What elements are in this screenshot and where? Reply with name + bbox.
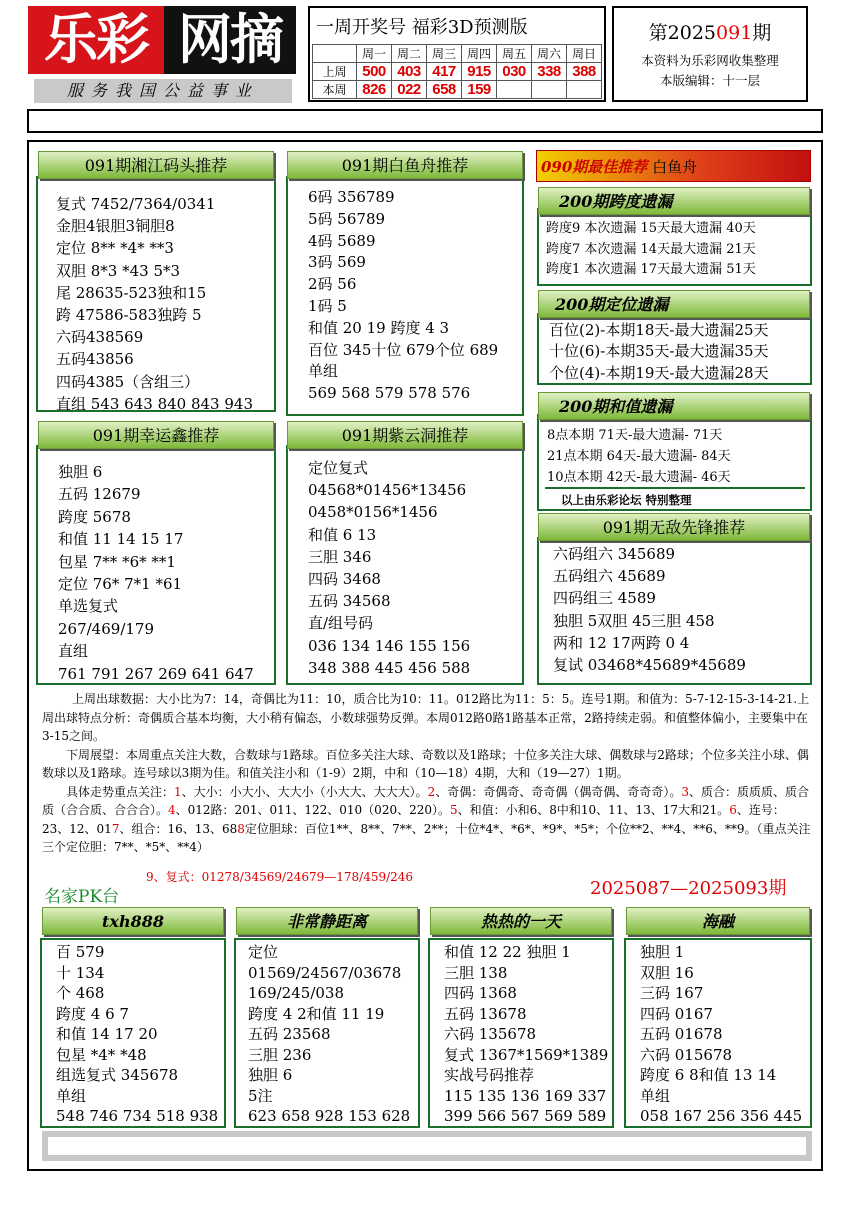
pk-line: 百 579	[56, 943, 105, 961]
pk-col-1-title: txh888	[42, 907, 224, 935]
draw-number: 417	[427, 63, 462, 81]
pick-line: 和值 20 19 跨度 4 3	[308, 318, 450, 337]
pick-line: 五码 12679	[58, 485, 141, 504]
pick-line: 五码组六 45689	[553, 567, 666, 586]
pk-col-2	[234, 938, 420, 1128]
pick-line: 04568*01456*13456	[308, 481, 467, 500]
xingyun-box	[36, 445, 276, 685]
pk-line: 跨度 6 8和值 13 14	[640, 1066, 777, 1084]
xingyun-title: 091期幸运鑫推荐	[38, 421, 274, 449]
pk-line: 058 167 256 356 445	[640, 1107, 803, 1125]
pk-line: 个 468	[56, 984, 105, 1002]
dingwei-miss-box	[537, 313, 812, 385]
pick-line: 包星 7** *6* **1	[58, 552, 176, 571]
row-label: 上周	[313, 63, 357, 81]
pk-line: 五码 01678	[640, 1025, 723, 1043]
slogan: 服务我国公益事业	[34, 79, 292, 103]
miss-line: 个位(4)-本期19天-最大遗漏28天	[549, 363, 769, 382]
pick-line: 六码438569	[56, 328, 144, 347]
focus-num: 6	[729, 803, 737, 817]
pick-line: 6码 356789	[308, 188, 395, 206]
pick-line: 独胆 5双胆 45三胆 458	[553, 611, 715, 630]
pick-line: 5码 56789	[308, 209, 386, 228]
draw-number	[567, 81, 602, 99]
pk-line: 五码 23568	[248, 1025, 331, 1043]
pick-line: 单组	[308, 362, 339, 381]
day-header: 周二	[392, 45, 427, 63]
pk-line: 5注	[248, 1086, 273, 1105]
empty-banner	[27, 109, 823, 133]
kuadu-miss-box	[537, 208, 812, 286]
pick-line: 直组 543 643 840 843 943	[56, 394, 253, 413]
best-pick-label: 090期最佳推荐	[541, 158, 648, 176]
draw-number: 159	[462, 81, 497, 99]
hezhi-miss-title: 200期和值遗漏	[538, 392, 810, 420]
focus-num: 4	[168, 803, 176, 817]
pk-line: 复式 1367*1569*1389	[444, 1045, 609, 1064]
pk-col-1	[40, 938, 226, 1128]
draw-number: 030	[497, 63, 532, 81]
focus-text: 、大小：小大小、大大小（小大大、大大大）。	[181, 784, 428, 799]
analysis-outlook: 下周展望：本周重点关注大数，合数球与1路球。百位多关注大球、奇数以及1路球；十位多关注大球、偶数球与2路球；个位多关注小球、偶数球以及1路球。连号球以3期为佳。和值关注小和（1-9）2期，中和（10—18）4期，大和（19—27）1期。	[42, 747, 809, 780]
pk-line: 三胆 236	[248, 1045, 312, 1064]
day-header: 周日	[567, 45, 602, 63]
draw-number: 388	[567, 63, 602, 81]
edition-title: 一周开奖号 福彩3D预测版	[316, 17, 528, 38]
wudi-box	[537, 537, 812, 685]
kuadu-miss-title: 200期跨度遗漏	[538, 187, 810, 215]
pk-line: 四码 1368	[444, 984, 517, 1002]
pick-line: 直/组号码	[308, 614, 374, 633]
pk-line: 115 135 136 169 337	[444, 1086, 607, 1105]
pk-line: 包星 *4* *48	[56, 1045, 147, 1064]
pick-line: 761 791 267 269 641 647	[58, 664, 254, 683]
focus-text: 、奇偶：奇偶奇、奇奇偶（偶奇偶、奇奇奇）。	[435, 784, 682, 799]
xiangjiang-title: 091期湘江码头推荐	[38, 151, 274, 179]
focus-text: 、连号：23、12、01	[42, 803, 785, 836]
draw-number: 658	[427, 81, 462, 99]
pick-line: 直组	[58, 642, 89, 661]
pk-line: 独胆 1	[640, 943, 685, 961]
pk-line: 双胆 16	[640, 963, 694, 982]
draw-number: 500	[357, 63, 392, 81]
pk-col-2-title: 非常静距离	[236, 907, 418, 935]
focus-num: 1	[174, 784, 182, 799]
logo-part-1: 乐彩	[28, 6, 164, 74]
draw-number: 915	[462, 63, 497, 81]
focus-text: 、和值：小和6、8中和10、11、13、17大和21。	[457, 803, 730, 817]
day-header: 周四	[462, 45, 497, 63]
draw-number: 022	[392, 81, 427, 99]
pick-line: 五码43856	[56, 350, 134, 369]
miss-line: 百位(2)-本期18天-最大遗漏25天	[549, 321, 769, 339]
pk-range: 2025087—2025093期	[590, 878, 787, 899]
pick-line: 两和 12 17两跨 0 4	[553, 633, 690, 652]
focus-num: 2	[427, 784, 436, 799]
draw-number	[532, 81, 567, 99]
pk-line: 623 658 928 153 628	[248, 1107, 411, 1125]
pick-line: 267/469/179	[58, 619, 154, 638]
pk-line: 单组	[56, 1086, 87, 1105]
pick-line: 跨 47586-583独跨 5	[56, 306, 202, 325]
pk-line: 五码 13678	[444, 1004, 527, 1023]
pick-line: 036 134 146 155 156	[308, 636, 471, 655]
miss-line: 10点本期 42天-最大遗漏- 46天	[547, 470, 731, 485]
analysis-last-week: 上周出球数据：大小比为7：14，奇偶比为11：10，质合比为10：11。012路比为11：5：5。连号1期。和值为：5-7-12-15-3-14-21.上周出球特点分析：奇偶质合基本均衡，大小稍有偏态，小数球强势反弹。本周012路0路1路基本正常，2路持续走弱。和值整体偏小，主要集中在3-15之间。	[42, 692, 810, 743]
pick-line: 3码 569	[308, 253, 366, 272]
pick-line: 双胆 8*3 *43 5*3	[56, 261, 181, 280]
pk-line: 三码 167	[640, 984, 704, 1002]
focus-intro: 具体走势重点关注：	[66, 784, 175, 799]
pick-line: 金胆4银胆3铜胆8	[56, 217, 175, 236]
ziyun-title: 091期紫云洞推荐	[287, 421, 523, 449]
focus-num: 5	[450, 803, 458, 817]
draw-number	[497, 81, 532, 99]
focus-text: 、012路：201、011、122、010（020、220）。	[175, 803, 450, 817]
pk-line: 548 746 734 518 938	[56, 1107, 219, 1125]
pick-line: 尾 28635-523独和15	[56, 283, 207, 302]
site-logo	[28, 6, 296, 80]
pick-line: 和值 6 13	[308, 525, 377, 544]
pk-col-3-title: 热热的一天	[430, 907, 612, 935]
miss-line: 8点本期 71天-最大遗漏- 71天	[547, 428, 723, 443]
credit-note: 以上由乐彩论坛 特别整理	[561, 493, 692, 507]
pk-col-4	[624, 938, 812, 1128]
pk-line: 169/245/038	[248, 984, 344, 1002]
pick-line: 4码 5689	[308, 231, 376, 250]
pick-line: 和值 11 14 15 17	[58, 530, 184, 549]
hezhi-miss-box	[537, 414, 812, 511]
pk-line: 01569/24567/03678	[248, 963, 402, 982]
miss-line: 跨度7 本次遗漏 14天最大遗漏 21天	[546, 241, 756, 257]
pk-line: 组选复式 345678	[56, 1066, 179, 1084]
fushi-note: 9、复式：01278/34569/24679—178/459/246	[146, 870, 414, 884]
pick-line: 六码组六 345689	[553, 545, 676, 563]
miss-line: 十位(6)-本期35天-最大遗漏35天	[549, 342, 769, 361]
pick-line: 1码 5	[308, 296, 347, 315]
pick-line: 复式 7452/7364/0341	[56, 195, 216, 213]
pick-line: 定位复式	[308, 459, 369, 477]
draw-number: 403	[392, 63, 427, 81]
pk-line: 跨度 4 6 7	[56, 1004, 129, 1023]
pk-line: 跨度 4 2和值 11 19	[248, 1004, 385, 1023]
focus-text: 、组合：16、13、68	[119, 821, 238, 836]
issue-prefix: 第2025	[648, 22, 717, 44]
pk-line: 六码 015678	[640, 1045, 733, 1064]
pick-line: 跨度 5678	[58, 507, 131, 526]
pick-line: 复试 03468*45689*45689	[553, 656, 746, 675]
focus-num: 8	[237, 821, 245, 836]
logo-part-2: 网摘	[164, 6, 296, 74]
pick-line: 四码4385（含组三）	[56, 372, 200, 391]
row-label: 本周	[313, 81, 357, 99]
pick-line: 三胆 346	[308, 547, 372, 566]
pick-line: 四码 3468	[308, 570, 381, 589]
pick-line: 独胆 6	[58, 463, 103, 481]
miss-line: 21点本期 64天-最大遗漏- 84天	[547, 449, 731, 464]
pick-line: 定位 76* 7*1 *61	[58, 575, 183, 594]
pick-line: 2码 56	[308, 275, 357, 294]
pick-line: 百位 345十位 679个位 689	[308, 340, 499, 359]
focus-text: 定位胆球：百位1**、8**、7**、2**；十位*4*、*6*、*9*、*5*；个位**2、**4、**6、**9。（重点关注三个定位胆：7**、*5*、**4）	[42, 821, 811, 854]
pick-line: 五码 34568	[308, 592, 391, 611]
pk-line: 六码 135678	[444, 1025, 537, 1043]
focus-num: 7	[111, 821, 120, 836]
footer-bar	[42, 1131, 812, 1161]
wudi-title: 091期无敌先锋推荐	[538, 513, 810, 541]
source-note: 本资料为乐彩网收集整理	[641, 53, 779, 68]
pick-line: 348 388 445 456 588	[308, 658, 471, 677]
pk-col-4-title: 海融	[626, 907, 810, 935]
miss-line: 跨度9 本次遗漏 15天最大遗漏 40天	[546, 221, 756, 236]
editor-note: 本版编辑：十一层	[659, 73, 760, 88]
weekly-results-table	[312, 44, 602, 99]
pick-line: 0458*0156*1456	[308, 503, 438, 522]
issue-suffix: 期	[752, 22, 772, 44]
xiangjiang-box	[36, 176, 276, 412]
best-pick-name: 白鱼舟	[652, 158, 698, 176]
day-header: 周三	[427, 45, 462, 63]
best-pick-banner	[536, 150, 811, 182]
analysis-focus	[42, 783, 812, 857]
pk-line: 和值 14 17 20	[56, 1025, 158, 1043]
focus-text: 、质合：质质质、质合质（合合质、合合合）。	[42, 784, 809, 817]
pick-line: 单选复式	[58, 597, 119, 616]
dingwei-miss-title: 200期定位遗漏	[538, 290, 810, 318]
pk-col-3	[428, 938, 614, 1128]
pk-title: 名家PK台	[44, 887, 120, 907]
pick-line: 定位 8** *4* **3	[56, 239, 174, 258]
pk-line: 三胆 138	[444, 963, 508, 982]
draw-number: 826	[357, 81, 392, 99]
pick-line: 569 568 579 578 576	[308, 384, 471, 403]
pk-line: 和值 12 22 独胆 1	[444, 943, 571, 961]
draw-number: 338	[532, 63, 567, 81]
trend-analysis	[42, 690, 812, 857]
day-header: 周一	[357, 45, 392, 63]
ziyun-box	[286, 445, 524, 685]
issue-num: 091	[716, 22, 753, 44]
pk-line: 十 134	[56, 963, 105, 982]
pick-line: 四码组三 4589	[553, 589, 656, 608]
miss-line: 跨度1 本次遗漏 17天最大遗漏 51天	[546, 262, 756, 277]
pk-line: 399 566 567 569 589	[444, 1107, 607, 1125]
day-header: 周六	[532, 45, 567, 63]
pk-line: 单组	[640, 1086, 671, 1105]
baiyu-box	[286, 176, 524, 416]
pk-line: 独胆 6	[248, 1066, 293, 1084]
focus-num: 3	[681, 784, 689, 799]
pk-line: 实战号码推荐	[444, 1066, 535, 1084]
baiyu-title: 091期白鱼舟推荐	[287, 151, 523, 179]
day-header: 周五	[497, 45, 532, 63]
issue-number	[612, 18, 808, 45]
pk-line: 四码 0167	[640, 1004, 713, 1023]
pk-line: 定位	[248, 943, 279, 961]
divider	[545, 487, 805, 489]
